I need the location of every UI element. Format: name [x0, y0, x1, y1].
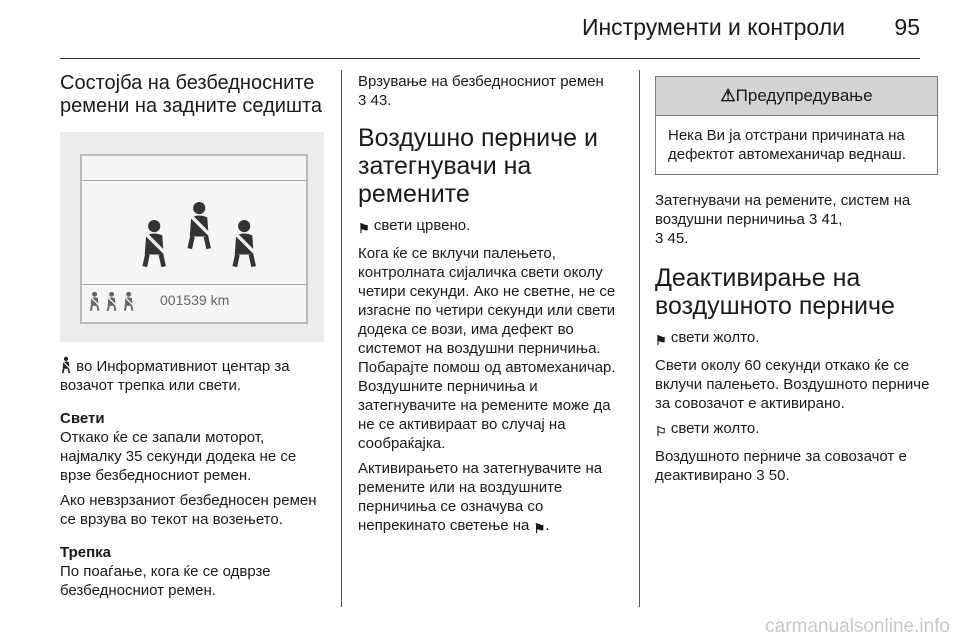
cross-reference: 3 50. [756, 467, 790, 484]
column-divider [639, 70, 640, 607]
paragraph: во Информативниот центар за возачот трепка или свети. [60, 358, 290, 394]
paragraph: Активирањето на затегнувачите на ремените или на воздушните перничиња се означува со непрекинато светење на [358, 460, 603, 534]
paragraph: свети жолто. [670, 420, 760, 437]
paragraph: свети црвено. [373, 217, 471, 234]
paragraph: По поаѓање, кога ќе се одврзе безбедносниот ремен. [60, 563, 271, 599]
airbag-off-icon: ⚐ [655, 424, 667, 439]
airbag-icon: ⚑ [533, 521, 546, 536]
header-rule [60, 58, 920, 59]
airbag-icon: ⚑ [358, 221, 370, 236]
paragraph: Воздушното перниче за совозачот е деактивирано [655, 448, 907, 484]
cross-reference: 3 43. [358, 92, 392, 109]
column-2: Врзување на безбедносниот ремен 3 43. Воздушно перниче и затегнувачи на ремените ⚑ свети црвено. Кога ќе се вклучи палењето, контролната сијаличка свети околу четири секунди. Ако не светне, не се изгасне по четири секунди или свети додека се вози, има дефект во системот на воздушни перничиња. Побарајте помош од автомеханичар. Воздушните перничиња и затегнувачите на ремените може да не се активираат во случај на сообраќајка. Активирањето на затегнувачите на ремените или на воздушните перничиња се означува со непрекинато светење на ⚑. [358, 72, 628, 544]
small-seatbelt-icons [88, 290, 148, 312]
paragraph: свети жолто. [670, 329, 760, 346]
page-header-title: Инструменти и контроли [581, 14, 845, 40]
column-3 [655, 76, 938, 491]
warning-icon: ⚠ [720, 86, 736, 105]
airbag-on-icon: ⚑ [655, 333, 667, 348]
watermark: carmanualsonline.info [765, 616, 950, 637]
cross-reference: 3 45. [655, 230, 689, 247]
paragraph: Свети околу 60 секунди откако ќе се вклучи палењето. Воздушното перниче за совозачот е активирано. [655, 357, 930, 412]
column-1 [60, 72, 328, 606]
panel-divider [82, 180, 306, 181]
label-blink: Трепка [60, 544, 112, 561]
paragraph: Откако ќе се запали моторот, најмалку 35 секунди додека не се врзе безбедносниот ремен. [60, 429, 297, 484]
column-divider [341, 70, 342, 607]
section-heading: Деактивирање на воздушното перниче [655, 264, 895, 320]
odometer-readout: 001539 km [160, 292, 230, 308]
paragraph: Врзување на безбедносниот ремен [358, 73, 604, 90]
paragraph: Затегнувачи на ремените, систем на воздушни перничиња [655, 192, 911, 228]
paragraph: Ако невзрзаниот безбедносен ремен се врзува во текот на возењето. [60, 492, 317, 528]
section-heading: Состојба на безбедносните ремени на задните седишта [60, 72, 323, 117]
driver-info-panel [80, 154, 308, 324]
cross-reference: 3 41, [809, 211, 843, 228]
panel-divider [82, 284, 306, 285]
seatbelt-display-figure [60, 132, 324, 342]
warning-box [655, 76, 938, 175]
seatbelt-icon [60, 356, 72, 374]
label-on: Свети [60, 410, 105, 427]
page-number: 95 [894, 14, 920, 40]
section-heading: Воздушно перниче и затегнувачи на ремените [358, 124, 598, 208]
warning-text: Нека Ви ја отстрани причината на дефектот автомеханичар веднаш. [668, 127, 907, 163]
rear-seatbelt-icons [138, 200, 268, 280]
paragraph: Кога ќе се вклучи палењето, контролната сијаличка свети околу четири секунди. Ако не светне, не се изгасне по четири секунди или свети додека се вози, има дефект во системот на воздушни перничиња. Побарајте помош од автомеханичар. Воздушните перничиња и затегнувачите на ремените може да не се активираат во случај на сообраќајка. [358, 245, 616, 452]
warning-title: Предупредување [735, 86, 873, 105]
